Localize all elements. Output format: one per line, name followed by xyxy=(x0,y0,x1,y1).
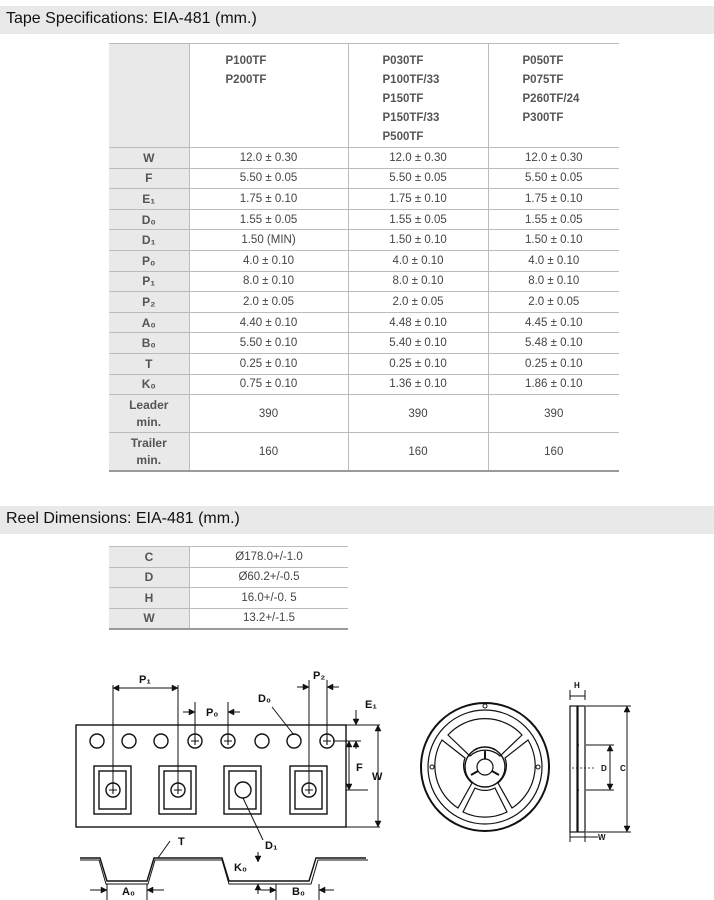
spec-row-label: F xyxy=(109,168,189,189)
label-c: C xyxy=(620,764,626,773)
tape-spec-header-row xyxy=(109,44,619,148)
spec-value: 160 xyxy=(189,433,348,472)
label-t: T xyxy=(178,836,185,848)
reel-row xyxy=(109,608,348,629)
spec-row xyxy=(109,353,619,374)
spec-row-label: A₀ xyxy=(109,312,189,333)
reel-value: Ø178.0+/-1.0 xyxy=(190,547,349,568)
sprocket-holes xyxy=(90,734,334,748)
spec-value: 1.75 ± 0.10 xyxy=(348,189,488,210)
spec-row-label: D₀ xyxy=(109,209,189,230)
spec-row-label: P₂ xyxy=(109,292,189,313)
spec-value: 8.0 ± 0.10 xyxy=(488,271,619,292)
part-number: P300TF xyxy=(522,112,564,124)
label-e1: E₁ xyxy=(365,699,377,711)
label-reel-w: W xyxy=(598,833,606,842)
spec-value: 5.50 ± 0.05 xyxy=(488,168,619,189)
part-column-1 xyxy=(189,44,348,148)
spec-value: 1.55 ± 0.05 xyxy=(348,209,488,230)
reel-row xyxy=(109,588,348,609)
spec-row-label-line: Trailer xyxy=(130,435,167,450)
spec-value: 1.55 ± 0.05 xyxy=(189,209,348,230)
label-p0: P₀ xyxy=(206,707,219,719)
spec-row xyxy=(109,209,619,230)
spec-value: 390 xyxy=(488,395,619,433)
part-number: P200TF xyxy=(225,74,267,86)
spec-value: 8.0 ± 0.10 xyxy=(348,271,488,292)
spec-row xyxy=(109,230,619,251)
spec-value: 4.40 ± 0.10 xyxy=(189,312,348,333)
spec-row xyxy=(109,433,619,472)
spec-row-label: T xyxy=(109,353,189,374)
spec-value: 1.86 ± 0.10 xyxy=(488,374,619,395)
tape-top-view xyxy=(76,680,381,840)
spec-row xyxy=(109,374,619,395)
spec-value: 4.0 ± 0.10 xyxy=(488,250,619,271)
spec-row xyxy=(109,148,619,169)
label-p1: P₁ xyxy=(139,674,151,686)
spec-value: 2.0 ± 0.05 xyxy=(189,292,348,313)
spec-value: 4.48 ± 0.10 xyxy=(348,312,488,333)
spec-value: 1.50 ± 0.10 xyxy=(348,230,488,251)
reel-labels xyxy=(574,681,626,842)
part-number: P030TF xyxy=(382,55,424,67)
spec-value: 1.75 ± 0.10 xyxy=(189,189,348,210)
reel-row-label: W xyxy=(109,608,190,629)
spec-value: 1.55 ± 0.05 xyxy=(488,209,619,230)
reel-value: 13.2+/-1.5 xyxy=(190,608,349,629)
spec-row-label: B₀ xyxy=(109,333,189,354)
spec-value: 5.40 ± 0.10 xyxy=(348,333,488,354)
part-number: P100TF/33 xyxy=(382,74,440,86)
spec-row xyxy=(109,312,619,333)
spec-row xyxy=(109,333,619,354)
spec-value: 4.0 ± 0.10 xyxy=(189,250,348,271)
label-d0: D₀ xyxy=(258,693,271,705)
spec-value: 1.50 ± 0.10 xyxy=(488,230,619,251)
label-b0: B₀ xyxy=(292,886,305,898)
spec-row xyxy=(109,168,619,189)
label-a0: A₀ xyxy=(122,886,135,898)
reel-dim-title: Reel Dimensions: EIA-481 (mm.) xyxy=(6,510,240,527)
part-number: P260TF/24 xyxy=(522,93,580,105)
reel-value: 16.0+/-0. 5 xyxy=(190,588,349,609)
spec-row xyxy=(109,271,619,292)
spec-row xyxy=(109,250,619,271)
part-number: P050TF xyxy=(522,55,564,67)
spec-value: 12.0 ± 0.30 xyxy=(189,148,348,169)
spec-row-label: D₁ xyxy=(109,230,189,251)
spec-row-label-line: Leader xyxy=(129,397,169,412)
tape-reel-diagram xyxy=(0,640,714,900)
spec-value: 0.25 ± 0.10 xyxy=(348,353,488,374)
label-p2: P₂ xyxy=(313,670,326,682)
reel-row xyxy=(109,547,348,568)
spec-row-label: P₁ xyxy=(109,271,189,292)
reel-front-view xyxy=(421,703,549,831)
corner-cell xyxy=(109,44,189,148)
spec-value: 1.36 ± 0.10 xyxy=(348,374,488,395)
spec-value: 0.25 ± 0.10 xyxy=(488,353,619,374)
spec-value: 5.50 ± 0.05 xyxy=(348,168,488,189)
spec-row-label-line: min. xyxy=(136,414,162,429)
tape-strip xyxy=(76,725,346,827)
reel-dim-header xyxy=(0,506,714,534)
spec-value: 390 xyxy=(348,395,488,433)
label-d1: D₁ xyxy=(265,840,278,852)
label-k0: K₀ xyxy=(234,862,247,874)
spec-value: 5.50 ± 0.10 xyxy=(189,333,348,354)
tape-spec-header xyxy=(0,6,714,34)
spec-value: 390 xyxy=(189,395,348,433)
spec-value: 160 xyxy=(348,433,488,472)
reel-row-label: C xyxy=(109,547,190,568)
part-number: P075TF xyxy=(522,74,564,86)
spec-row-label: P₀ xyxy=(109,250,189,271)
reel-row-label: D xyxy=(109,567,190,588)
spec-value: 4.45 ± 0.10 xyxy=(488,312,619,333)
spec-value: 4.0 ± 0.10 xyxy=(348,250,488,271)
label-f: F xyxy=(356,762,363,774)
part-column-2 xyxy=(348,44,488,148)
spec-value: 160 xyxy=(488,433,619,472)
spec-value: 12.0 ± 0.30 xyxy=(348,148,488,169)
part-number: P150TF/33 xyxy=(382,112,440,124)
spec-value: 12.0 ± 0.30 xyxy=(488,148,619,169)
part-number: P150TF xyxy=(382,93,424,105)
reel-row xyxy=(109,567,348,588)
spec-row xyxy=(109,292,619,313)
tape-spec-title: Tape Specifications: EIA-481 (mm.) xyxy=(6,10,257,27)
part-number: P500TF xyxy=(382,131,424,143)
spec-value: 0.75 ± 0.10 xyxy=(189,374,348,395)
label-d: D xyxy=(601,764,607,773)
spec-value: 5.48 ± 0.10 xyxy=(488,333,619,354)
spec-value: 2.0 ± 0.05 xyxy=(488,292,619,313)
spec-row-label: E₁ xyxy=(109,189,189,210)
spec-row-label xyxy=(109,433,189,472)
spec-value: 1.50 (MIN) xyxy=(189,230,348,251)
reel-dim-table xyxy=(109,546,348,630)
spec-row xyxy=(109,189,619,210)
spec-value: 5.50 ± 0.05 xyxy=(189,168,348,189)
spec-row-label: K₀ xyxy=(109,374,189,395)
spec-row-label-line: min. xyxy=(136,452,162,467)
reel-value: Ø60.2+/-0.5 xyxy=(190,567,349,588)
spec-row-label: W xyxy=(109,148,189,169)
part-number: P100TF xyxy=(225,55,267,67)
label-w: W xyxy=(372,771,383,783)
spec-row xyxy=(109,395,619,433)
spec-value: 8.0 ± 0.10 xyxy=(189,271,348,292)
spec-value: 1.75 ± 0.10 xyxy=(488,189,619,210)
spec-value: 2.0 ± 0.05 xyxy=(348,292,488,313)
reel-row-label: H xyxy=(109,588,190,609)
component-pockets xyxy=(94,766,327,814)
label-h: H xyxy=(574,681,580,690)
part-column-3 xyxy=(488,44,619,148)
spec-value: 0.25 ± 0.10 xyxy=(189,353,348,374)
tape-spec-table xyxy=(109,43,619,472)
spec-row-label xyxy=(109,395,189,433)
